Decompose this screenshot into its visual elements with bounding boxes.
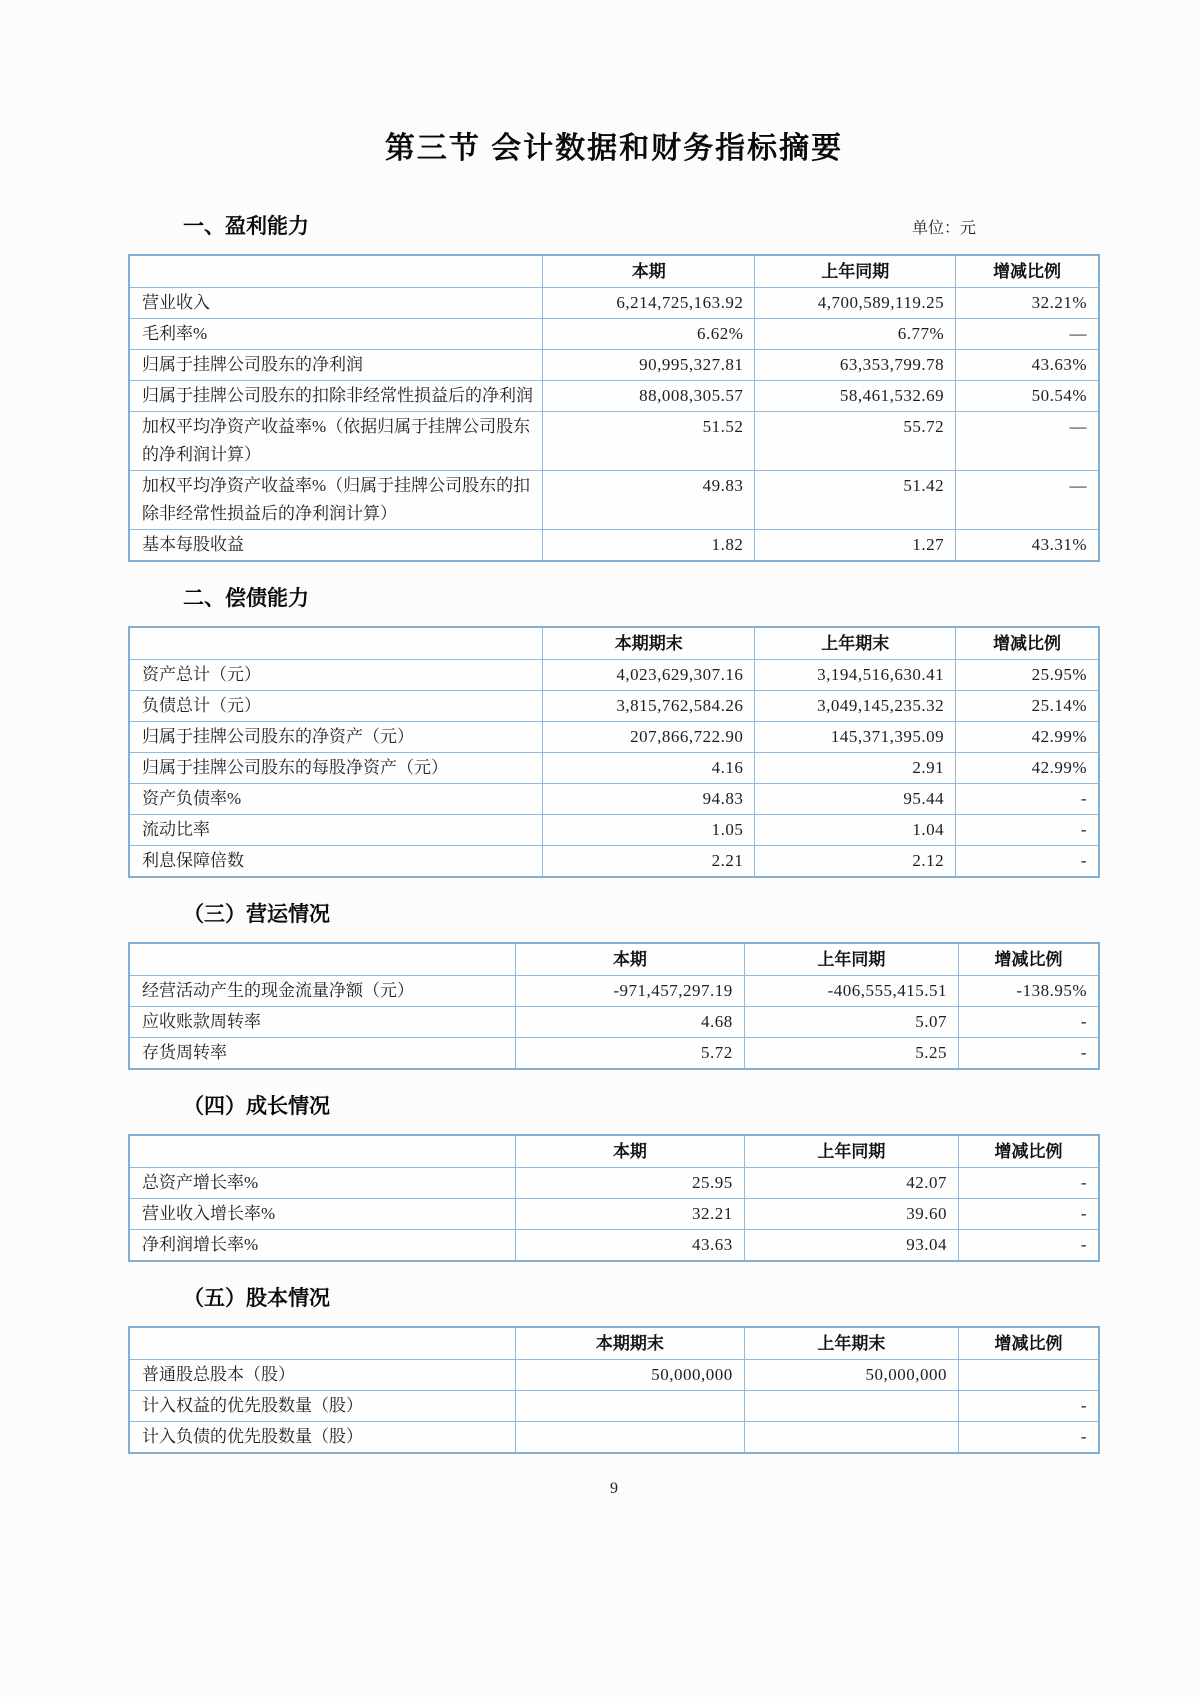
cell-value: 2.91 (755, 753, 956, 784)
cell-value: 51.52 (543, 412, 755, 471)
page-number: 9 (610, 1480, 618, 1497)
row-label: 归属于挂牌公司股东的扣除非经常性损益后的净利润 (129, 381, 543, 412)
cell-value: 58,461,532.69 (755, 381, 956, 412)
table-row (129, 722, 1099, 753)
cell-value (516, 1422, 745, 1454)
cell-value: 49.83 (543, 471, 755, 530)
header-row (129, 627, 1099, 660)
cell-value: 6.62% (543, 319, 755, 350)
row-label: 计入负债的优先股数量（股） (129, 1422, 516, 1454)
column-header: 本期期末 (516, 1327, 745, 1360)
page-title: 第三节 会计数据和财务指标摘要 (384, 132, 844, 165)
cell-value: 4.68 (516, 1007, 745, 1038)
cell-value: 42.99% (956, 753, 1099, 784)
cell-value: - (956, 784, 1099, 815)
column-header: 上年同期 (755, 255, 956, 288)
column-header: 增减比例 (959, 943, 1099, 976)
table-row (129, 1007, 1099, 1038)
cell-value: — (956, 412, 1099, 471)
cell-value: 63,353,799.78 (755, 350, 956, 381)
column-header: 增减比例 (956, 255, 1099, 288)
table-row (129, 1391, 1099, 1422)
column-header: 本期 (516, 1135, 745, 1168)
cell-value: 5.72 (516, 1038, 745, 1070)
cell-value: 3,049,145,235.32 (755, 691, 956, 722)
cell-value: - (959, 1230, 1099, 1262)
table-row (129, 381, 1099, 412)
table-row (129, 784, 1099, 815)
row-label: 普通股总股本（股） (129, 1360, 516, 1391)
table-row (129, 1422, 1099, 1454)
column-header: 上年同期 (744, 1135, 958, 1168)
row-label: 营业收入 (129, 288, 543, 319)
table-row (129, 976, 1099, 1007)
cell-value: 6.77% (755, 319, 956, 350)
cell-value (959, 1360, 1099, 1391)
table-row (129, 846, 1099, 878)
cell-value: 95.44 (755, 784, 956, 815)
column-header (129, 1327, 516, 1360)
cell-value: 39.60 (744, 1199, 958, 1230)
cell-value: -406,555,415.51 (744, 976, 958, 1007)
cell-value: 207,866,722.90 (543, 722, 755, 753)
cell-value: 1.82 (543, 530, 755, 562)
unit-label: 单位：元 (911, 220, 976, 237)
row-label: 负债总计（元） (129, 691, 543, 722)
cell-value: 2.12 (755, 846, 956, 878)
cell-value: - (959, 1199, 1099, 1230)
table-row (129, 350, 1099, 381)
cell-value: — (956, 471, 1099, 530)
header-row (129, 1327, 1099, 1360)
cell-value: 32.21 (516, 1199, 745, 1230)
table-row (129, 530, 1099, 562)
cell-value: 1.04 (755, 815, 956, 846)
row-label: 经营活动产生的现金流量净额（元） (129, 976, 516, 1007)
section-heading-share-capital: （五）股本情况 (183, 1287, 330, 1310)
cell-value: 51.42 (755, 471, 956, 530)
page-content (128, 0, 1100, 1498)
column-header (129, 1135, 516, 1168)
cell-value: 1.05 (543, 815, 755, 846)
cell-value: 90,995,327.81 (543, 350, 755, 381)
cell-value: -138.95% (959, 976, 1099, 1007)
cell-value: - (959, 1168, 1099, 1199)
table-row (129, 660, 1099, 691)
cell-value: 25.95 (516, 1168, 745, 1199)
cell-value: 1.27 (755, 530, 956, 562)
cell-value: 50,000,000 (516, 1360, 745, 1391)
row-label: 总资产增长率% (129, 1168, 516, 1199)
cell-value: 94.83 (543, 784, 755, 815)
column-header: 上年同期 (744, 943, 958, 976)
cell-value: 43.63% (956, 350, 1099, 381)
cell-value: 2.21 (543, 846, 755, 878)
column-header: 上年期末 (744, 1327, 958, 1360)
cell-value: 50.54% (956, 381, 1099, 412)
cell-value: 32.21% (956, 288, 1099, 319)
cell-value: - (959, 1038, 1099, 1070)
cell-value: 55.72 (755, 412, 956, 471)
cell-value (744, 1391, 958, 1422)
cell-value: -971,457,297.19 (516, 976, 745, 1007)
section-heading-solvency: 二、偿债能力 (183, 587, 309, 610)
cell-value: 6,214,725,163.92 (543, 288, 755, 319)
row-label: 计入权益的优先股数量（股） (129, 1391, 516, 1422)
cell-value: 5.25 (744, 1038, 958, 1070)
section-heading-row (128, 212, 1100, 242)
operations-table (128, 942, 1100, 1070)
table-row (129, 1199, 1099, 1230)
cell-value: 3,194,516,630.41 (755, 660, 956, 691)
cell-value: — (956, 319, 1099, 350)
row-label: 资产总计（元） (129, 660, 543, 691)
column-header: 增减比例 (959, 1327, 1099, 1360)
cell-value: 3,815,762,584.26 (543, 691, 755, 722)
solvency-table (128, 626, 1100, 878)
row-label: 加权平均净资产收益率%（归属于挂牌公司股东的扣除非经常性损益后的净利润计算） (129, 471, 543, 530)
growth-table (128, 1134, 1100, 1262)
column-header: 本期 (516, 943, 745, 976)
cell-value: 43.31% (956, 530, 1099, 562)
cell-value: 145,371,395.09 (755, 722, 956, 753)
column-header: 增减比例 (956, 627, 1099, 660)
table-row (129, 471, 1099, 530)
cell-value: 4.16 (543, 753, 755, 784)
row-label: 毛利率% (129, 319, 543, 350)
cell-value: - (959, 1422, 1099, 1454)
column-header (129, 255, 543, 288)
cell-value: - (959, 1391, 1099, 1422)
column-header: 增减比例 (959, 1135, 1099, 1168)
header-row (129, 255, 1099, 288)
share-capital-table (128, 1326, 1100, 1454)
row-label: 流动比率 (129, 815, 543, 846)
table-row (129, 753, 1099, 784)
column-header: 本期 (543, 255, 755, 288)
cell-value: - (956, 846, 1099, 878)
cell-value: 42.99% (956, 722, 1099, 753)
row-label: 基本每股收益 (129, 530, 543, 562)
cell-value (516, 1391, 745, 1422)
row-label: 营业收入增长率% (129, 1199, 516, 1230)
cell-value: 25.14% (956, 691, 1099, 722)
cell-value: 93.04 (744, 1230, 958, 1262)
row-label: 资产负债率% (129, 784, 543, 815)
table-row (129, 815, 1099, 846)
cell-value: - (959, 1007, 1099, 1038)
cell-value: 42.07 (744, 1168, 958, 1199)
row-label: 加权平均净资产收益率%（依据归属于挂牌公司股东的净利润计算） (129, 412, 543, 471)
header-row (129, 1135, 1099, 1168)
row-label: 归属于挂牌公司股东的每股净资产（元） (129, 753, 543, 784)
table-row (129, 288, 1099, 319)
table-row (129, 691, 1099, 722)
row-label: 存货周转率 (129, 1038, 516, 1070)
table-row (129, 1230, 1099, 1262)
table-row (129, 1168, 1099, 1199)
column-header (129, 943, 516, 976)
column-header (129, 627, 543, 660)
cell-value: 5.07 (744, 1007, 958, 1038)
cell-value (744, 1422, 958, 1454)
table-row (129, 412, 1099, 471)
section-heading-profitability: 一、盈利能力 (183, 215, 309, 238)
row-label: 归属于挂牌公司股东的净利润 (129, 350, 543, 381)
cell-value: - (956, 815, 1099, 846)
table-row (129, 1038, 1099, 1070)
section-heading-growth: （四）成长情况 (183, 1095, 330, 1118)
cell-value: 88,008,305.57 (543, 381, 755, 412)
cell-value: 50,000,000 (744, 1360, 958, 1391)
table-row (129, 1360, 1099, 1391)
row-label: 应收账款周转率 (129, 1007, 516, 1038)
cell-value: 4,023,629,307.16 (543, 660, 755, 691)
row-label: 净利润增长率% (129, 1230, 516, 1262)
table-row (129, 319, 1099, 350)
cell-value: 4,700,589,119.25 (755, 288, 956, 319)
row-label: 归属于挂牌公司股东的净资产（元） (129, 722, 543, 753)
column-header: 上年期末 (755, 627, 956, 660)
profitability-table (128, 254, 1100, 562)
cell-value: 25.95% (956, 660, 1099, 691)
section-heading-operations: （三）营运情况 (183, 903, 330, 926)
row-label: 利息保障倍数 (129, 846, 543, 878)
header-row (129, 943, 1099, 976)
cell-value: 43.63 (516, 1230, 745, 1262)
column-header: 本期期末 (543, 627, 755, 660)
